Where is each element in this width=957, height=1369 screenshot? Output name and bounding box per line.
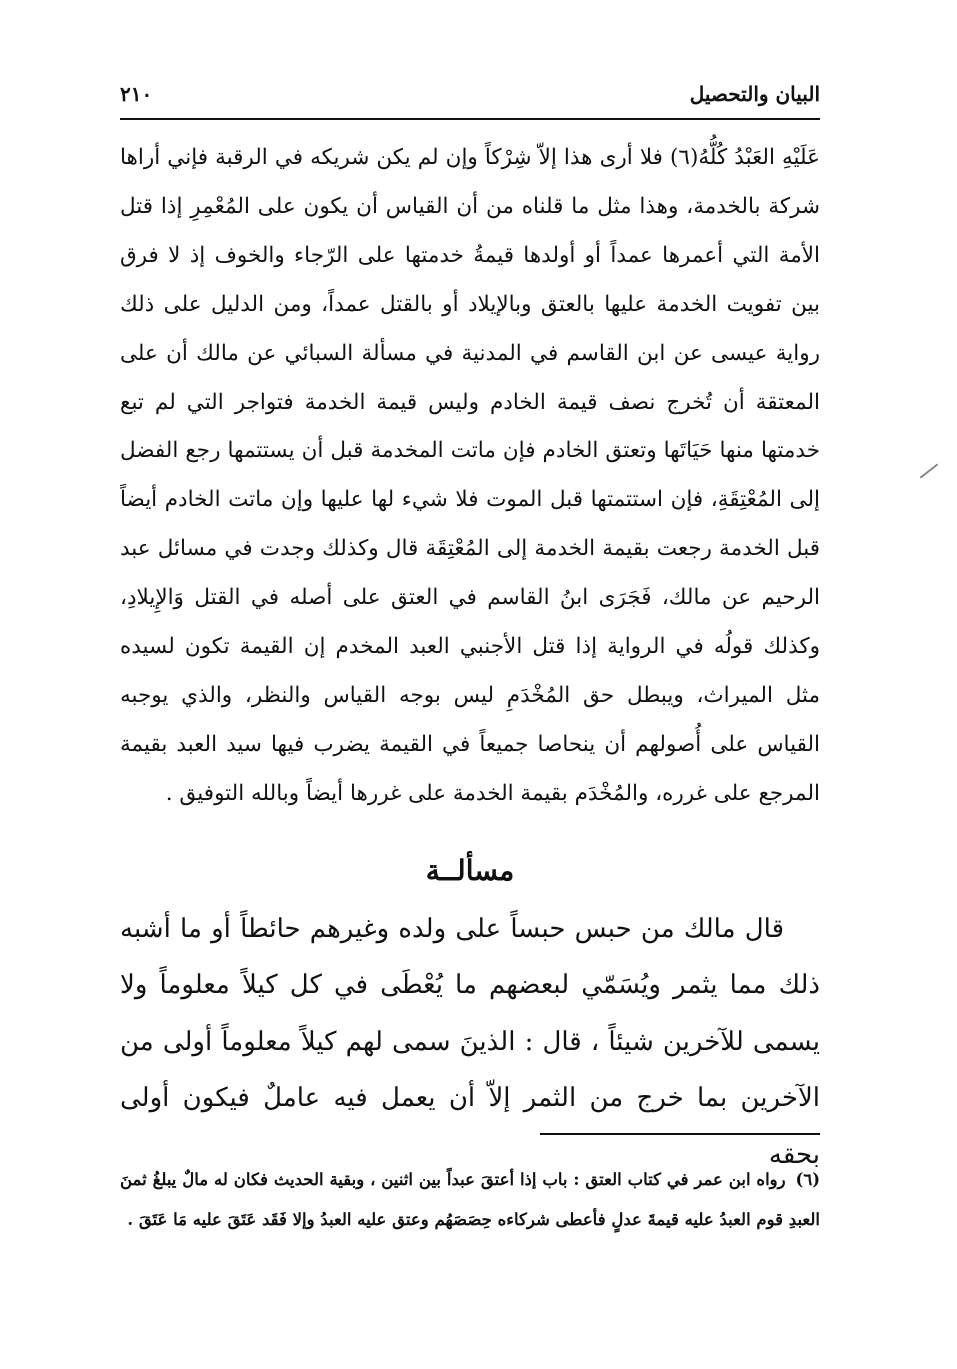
main-text	[120, 134, 820, 819]
section-heading: مسألــة	[425, 853, 515, 887]
page-number: ٢١٠	[120, 82, 153, 106]
footnote-text: رواه ابن عمر في كتاب العتق : باب إذا أعتقَ عبداً بين اثنين ، وبقية الحديث فكان له مالٌ يبلغُ ثمنَ العبدِ قوم العبدُ عليه قيمةَ عدلٍ فأعطى شركاءه حِصَصَهُم وعتق عليه العبدُ وإلا فَقَد عَتَقَ عليه مَا عَتَقَ .	[120, 1170, 820, 1229]
section-paragraph	[120, 901, 820, 1184]
scan-mark	[920, 463, 939, 478]
page	[120, 78, 820, 1183]
page-header	[120, 78, 820, 120]
section-text	[120, 901, 820, 1184]
footnote	[120, 1160, 820, 1239]
footnote-divider	[540, 1133, 820, 1135]
section-paragraph-text: قال مالك من حبس حبساً على ولده وغيرهم حائطاً أو ما أشبه ذلك مما يثمر ويُسَمّي لبعضهم ما يُعْطَى في كل كيلاً معلوماً ولا يسمى للآخرين شيئاً ، قال : الذينَ سمى لهم كيلاً معلوماً أولى من الآخرين بما خرج من الثمر إلاّ أن يعمل فيه عاملٌ فيكون أولى بحقه	[120, 913, 820, 1170]
paragraph: عَلَيْهِ العَبْدُ كُلُّهُ(٦) فلا أرى هذا إلاّ شِرْكاً وإن لم يكن شريكه في الرقبة فإني أراها شركة بالخدمة، وهذا مثل ما قلناه من أن القياس أن يكون على المُعْمِرِ إذا قتل الأمة التي أعمرها عمداً أو أولدها قيمةُ خدمتها على الرّجاء والخوف إذ لا فرق بين تفويت الخدمة عليها بالعتق وبالإيلاد أو بالقتل عمداً، ومن الدليل على ذلك رواية عيسى عن ابن القاسم في المدنية في مسألة السبائي عن مالك أن على المعتقة أن تُخرج نصف قيمة الخادم وليس قيمة الخدمة فتواجر التي لم تبع خدمتها منها حَيَاتَها وتعتق الخادم فإن ماتت المخدمة قبل أن يستتمها رجع الفضل إلى المُعْتِقَةِ، فإن استتمتها قبل الموت فلا شيء لها عليها وإن ماتت الخادم أيضاً قبل الخدمة رجعت بقيمة الخدمة إلى المُعْتِقَة قال وكذلك وجدت في مسائل عبد الرحيم عن مالك، فَجَرَى ابنُ القاسم في العتق على أصله في القتل وَالإِيلادِ، وكذلك قولُه في الرواية إذا قتل الأجنبي العبد المخدم إن القيمة تكون لسيده مثل الميراث، ويبطل حق المُخْدَمِ ليس بوجه القياس والنظر، والذي يوجبه القياس على أُصولهم أن ينحاصا جميعاً في القيمة يضرب فيها سيد العبد بقيمة المرجع على غرره، والمُخْدَم بقيمة الخدمة على غررها أيضاً وبالله التوفيق .	[120, 145, 820, 806]
footnote-number: (٦)	[795, 1170, 820, 1189]
running-title: البيان والتحصيل	[689, 82, 820, 106]
